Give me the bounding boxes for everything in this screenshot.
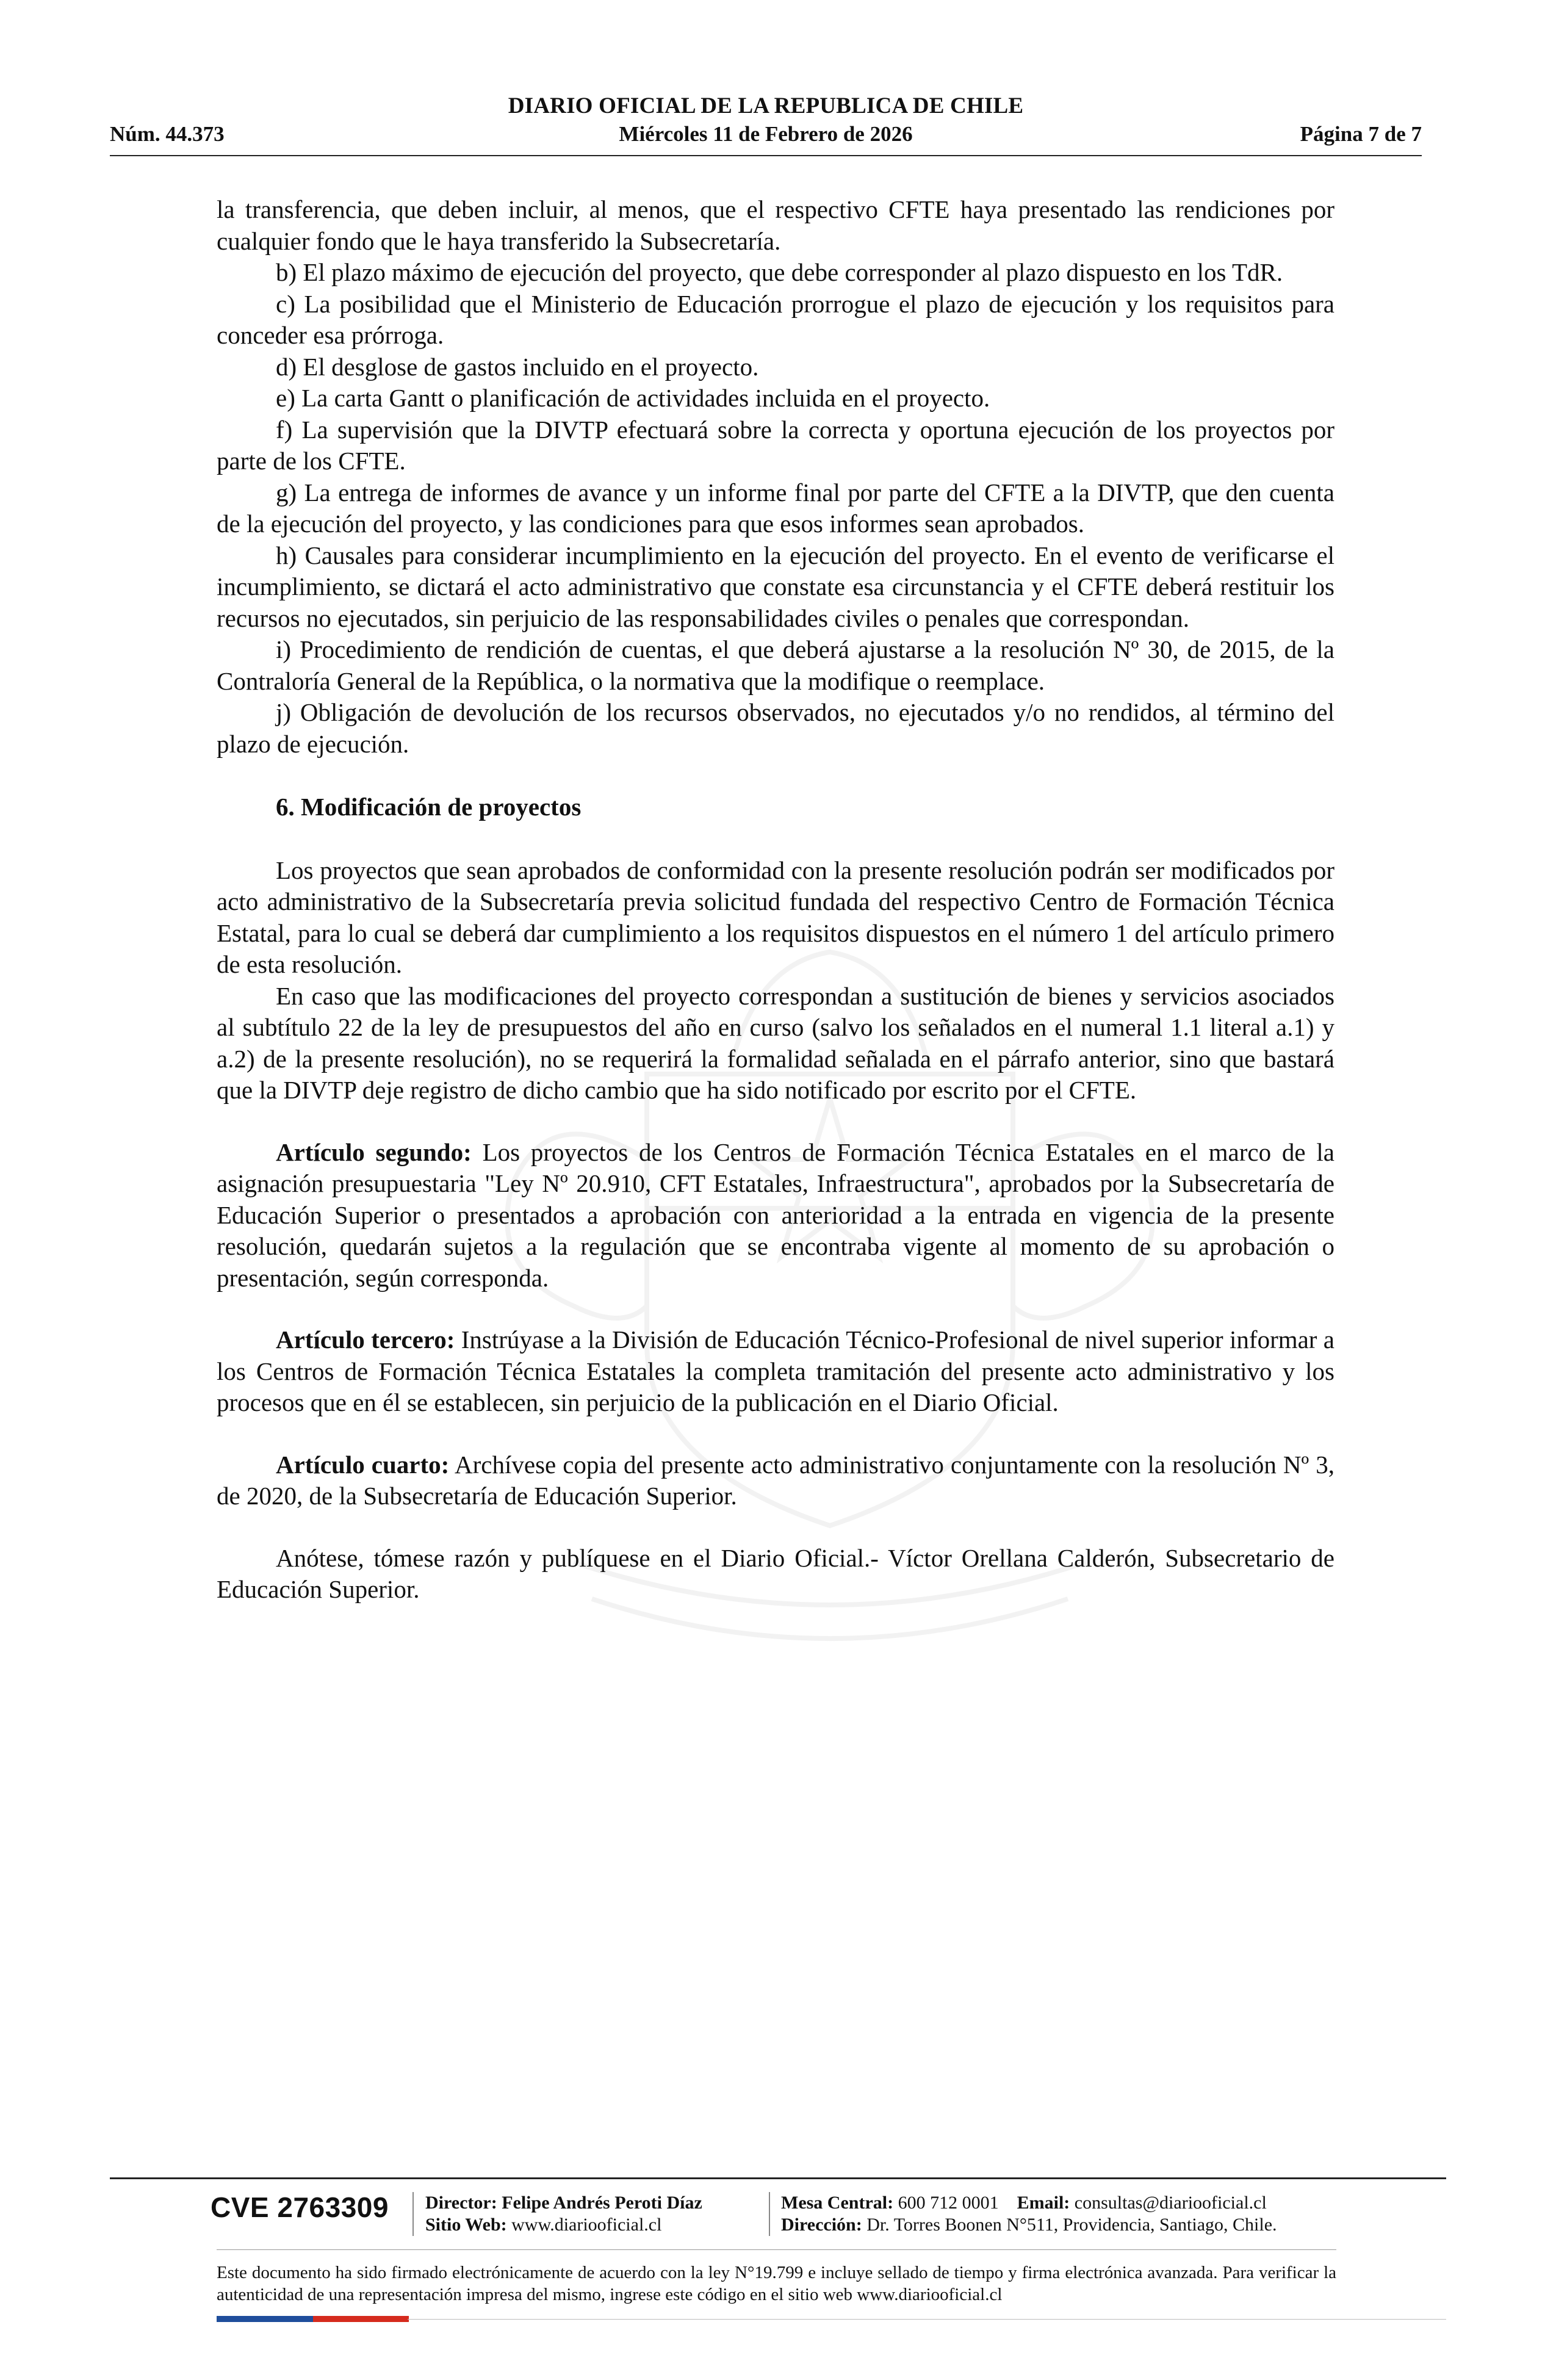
footer-inner-divider (217, 2249, 1336, 2250)
article-second: Artículo segundo: Los proyectos de los Centros de Formación Técnica Estatales en el marco de la asignación presupuestaria "Ley Nº 20.910, CFT Estatales, Infraestructura", aprobados por la Subsecretaría de Educación Superior o presentados a aprobación con anterioridad a la entrada en vigencia de la presente resolución, quedarán sujetos a la regulación que se encontraba vigente al momento de su aprobación o presentación, según corresponda. (217, 1138, 1334, 1292)
closing-signature: Anótese, tómese razón y publíquese en el Diario Oficial.- Víctor Orellana Calderón, Subsecretario de Educación Superior. (217, 1543, 1334, 1603)
paragraph: c) La posibilidad que el Ministerio de Educación prorrogue el plazo de ejecución y los requisitos para conceder esa prórroga. (217, 289, 1334, 349)
article-label: Artículo tercero: (276, 1325, 455, 1354)
article-label: Artículo segundo: (276, 1138, 472, 1166)
issue-date: Miércoles 11 de Febrero de 2026 (619, 122, 913, 146)
paragraph: En caso que las modificaciones del proyecto correspondan a sustitución de bienes y servicios asociados al subtítulo 22 de la ley de presupuestos del año en curso (salvo los señalados en el numeral 1.1 literal a.1) y a.2) de la presente resolución), no se requerirá la formalidad señalada en el párrafo anterior, sino que bastará que la DIVTP deje registro de dicho cambio que ha sido notificado por escrito por el CFTE. (217, 981, 1334, 1104)
paragraph: Los proyectos que sean aprobados de conformidad con la presente resolución podrán ser modificados por acto administrativo de la Subsecretaría previa solicitud fundada del respectivo Centro de Formación Técnica Estatal, para lo cual se deberá dar cumplimiento a los requisitos dispuestos en el número 1 del artículo primero de esta resolución. (217, 856, 1334, 978)
issue-number: Núm. 44.373 (110, 122, 225, 146)
paragraph: h) Causales para considerar incumplimiento en la ejecución del proyecto. En el evento de verificarse el incumplimiento, se dictará el acto administrativo que constate esa circunstancia y el CFTE deberá restituir los recursos no ejecutados, sin perjuicio de las responsabilidades civiles o penales que correspondan. (217, 541, 1334, 632)
section-heading: 6. Modificación de proyectos (276, 793, 582, 821)
article-fourth: Artículo cuarto: Archívese copia del presente acto administrativo conjuntamente con la resolución Nº 3, de 2020, de la Subsecretaría de Educación Superior. (217, 1450, 1334, 1510)
article-label: Artículo cuarto: (276, 1450, 450, 1479)
paragraph: i) Procedimiento de rendición de cuentas, el que deberá ajustarse a la resolución Nº 30, de 2015, de la Contraloría General de la República, o la normativa que la modifique o reemplace. (217, 635, 1334, 695)
footer-bottom-divider (408, 2319, 1446, 2320)
footer-contact-block: Mesa Central: 600 712 0001 Email: consultas@diariooficial.cl Dirección: Dr. Torres Boonen N°511, Providencia, Santiago, Chile. (781, 2193, 1277, 2235)
paragraph: j) Obligación de devolución de los recursos observados, no ejecutados y/o no rendidos, al término del plazo de ejecución. (217, 698, 1334, 758)
footer-director-block: Director: Felipe Andrés Peroti Díaz Sitio Web: www.diariooficial.cl (425, 2193, 702, 2235)
footer-separator (412, 2192, 414, 2236)
header-divider (110, 155, 1422, 156)
authenticity-note: Este documento ha sido firmado electrónicamente de acuerdo con la ley N°19.799 e incluye sellado de tiempo y firma electrónica avanzada. Para verificar la autenticidad de una representación impresa del mismo, ingrese este código en el sitio web www.diariooficial.cl (217, 2263, 1336, 2304)
document-body (217, 194, 1334, 1606)
chile-flag-stripe (217, 2316, 409, 2322)
footer-separator (769, 2192, 770, 2236)
flag-red-segment (313, 2316, 409, 2322)
paragraph: f) La supervisión que la DIVTP efectuará sobre la correcta y oportuna ejecución de los proyectos por parte de los CFTE. (217, 415, 1334, 475)
website-link[interactable]: www.diariooficial.cl (506, 2215, 662, 2235)
publication-title: DIARIO OFICIAL DE LA REPUBLICA DE CHILE (508, 93, 1024, 118)
page-header (110, 93, 1422, 159)
cve-code: CVE 2763309 (211, 2191, 389, 2223)
flag-blue-segment (217, 2316, 313, 2322)
email-link[interactable]: consultas@diariooficial.cl (1070, 2193, 1267, 2213)
page-number: Página 7 de 7 (1300, 122, 1422, 146)
paragraph: b) El plazo máximo de ejecución del proyecto, que debe corresponder al plazo dispuesto en los TdR. (276, 258, 1283, 286)
footer-divider (110, 2177, 1446, 2179)
article-third: Artículo tercero: Instrúyase a la División de Educación Técnico-Profesional de nivel superior informar a los Centros de Formación Técnica Estatales la completa tramitación del presente acto administrativo y los procesos que en él se establecen, sin perjuicio de la publicación en el Diario Oficial. (217, 1325, 1334, 1416)
paragraph: e) La carta Gantt o planificación de actividades incluida en el proyecto. (276, 384, 990, 412)
paragraph: d) El desglose de gastos incluido en el proyecto. (276, 352, 759, 381)
paragraph: g) La entrega de informes de avance y un informe final por parte del CFTE a la DIVTP, que den cuenta de la ejecución del proyecto, y las condiciones para que esos informes sean aprobados. (217, 478, 1334, 538)
paragraph: la transferencia, que deben incluir, al menos, que el respectivo CFTE haya presentado las rendiciones por cualquier fondo que le haya transferido la Subsecretaría. (217, 195, 1334, 255)
